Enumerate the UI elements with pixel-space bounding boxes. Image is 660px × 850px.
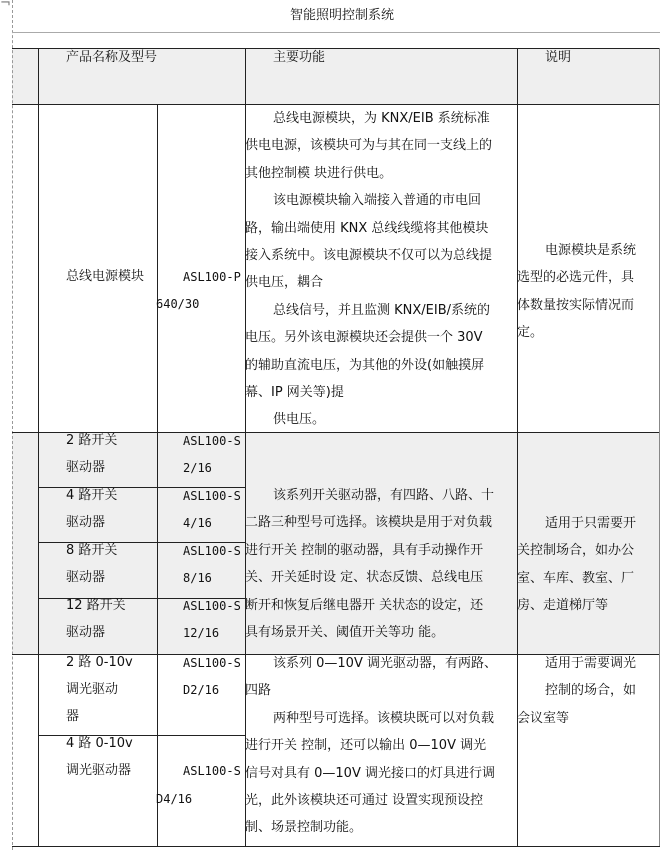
switch-item-4-model-a: ASL100-S: [183, 489, 241, 503]
dimmer-note-line: 适用于需要调光: [545, 656, 637, 671]
power-module-model-b: 640/30: [156, 297, 200, 311]
switch-item-8-model-a: ASL100-S: [183, 544, 241, 558]
dimmer-note-line: 控制的场合，如: [545, 683, 637, 699]
power-note-line: 定。: [517, 325, 544, 341]
switch-item-2-model-a: ASL100-S: [183, 434, 241, 448]
power-func-line: 其他控制模 块进行供电。: [245, 165, 393, 181]
dimmer-func-line: 两种型号可选择。该模块既可以对负载: [273, 710, 495, 726]
header-note: 说明: [545, 50, 572, 65]
dimmer-func-line: 该系列 0—10V 调光驱动器，有两路、: [273, 656, 497, 671]
switch-note-line: 适用于只需要开: [545, 516, 637, 531]
power-func-line: 总线信号，并且监测 KNX/EIB/系统的: [273, 302, 491, 318]
dimmer-func-line: 信号对具有 0—10V 调光接口的灯具进行调: [245, 765, 495, 781]
switch-func-line: 具有场景开关、阈值开关等功 能。: [245, 625, 445, 641]
power-func-line: 电压。另外该电源模块还会提供一个 30V: [245, 330, 483, 346]
dimmer-item-4-model-a: ASL100-S: [183, 764, 241, 778]
switch-item-12-model-b: 12/16: [183, 626, 220, 640]
rule-table-bottom: [12, 846, 660, 847]
left-guide: [12, 0, 13, 850]
switch-item-8-name-b: 驱动器: [66, 570, 106, 585]
title-underline: [12, 32, 660, 33]
switch-item-4-name-b: 驱动器: [66, 515, 106, 530]
dimmer-item-2-name-b: 调光驱动: [66, 682, 119, 697]
switch-item-2-name-b: 驱动器: [66, 460, 106, 475]
switch-item-12-name-a: 12 路开关: [66, 598, 126, 613]
dimmer-item-4-model-b: D4/16: [156, 792, 193, 806]
table-title: 智能照明控制系统: [290, 8, 395, 23]
switch-func-line: 关、开关延时设 定、状态反馈、总线电压: [245, 570, 484, 586]
switch-group-note: [517, 510, 659, 620]
power-func-line: 总线电源模块，为 KNX/EIB 系统标准: [273, 111, 490, 126]
switch-func-line: 进行开关 控制的驱动器，具有手动操作开: [245, 542, 484, 558]
dimmer-note-line: 会议室等: [517, 710, 570, 726]
switch-item-12-model-a: ASL100-S: [183, 599, 241, 613]
switch-item-8-name-a: 8 路开关: [66, 543, 118, 558]
switch-item-2-model-b: 2/16: [183, 461, 212, 475]
switch-func-line: 断开和恢复后继电器开 关状态的设定，还: [245, 597, 484, 613]
switch-func-line: 二路三种型号可选择。该模块是用于对负载: [245, 515, 493, 531]
power-note-line: 电源模块是系统: [545, 243, 637, 258]
power-func-line: 该电源模块输入端接入普通的市电回: [273, 193, 482, 209]
switch-func-line: 该系列开关驱动器，有四路、八路、十: [273, 488, 495, 503]
power-func-line: 供电压，耦合: [245, 275, 324, 291]
header-product: 产品名称及型号: [66, 50, 158, 65]
dimmer-item-2-name-c: 器: [66, 709, 80, 724]
dimmer-func-line: 进行开关 控制，还可以输出 0—10V 调光: [245, 738, 487, 754]
switch-item-4-model-b: 4/16: [183, 516, 212, 530]
power-func-line: 的辅助直流电压，为其他的外设(如触摸屏: [245, 357, 485, 373]
power-func-line: 路，输出端使用 KNX 总线线缆将其他模块: [245, 220, 489, 236]
switch-note-line: 房、走道梯厅等: [517, 598, 609, 614]
dimmer-item-2-model-b: D2/16: [183, 683, 220, 697]
power-func-line: 幕、IP 网关等)提: [245, 385, 344, 401]
switch-item-12-name-b: 驱动器: [66, 625, 106, 640]
dimmer-group-function: [245, 650, 517, 842]
switch-note-line: 关控制场合，如办公: [517, 543, 635, 559]
dimmer-group-note: [517, 650, 659, 732]
dimmer-func-line: 制、场景控制功能。: [245, 820, 363, 836]
dimmer-item-4-name-b: 调光驱动器: [66, 763, 132, 778]
switch-group-function: [245, 482, 517, 646]
switch-item-4-name-a: 4 路开关: [66, 488, 118, 503]
power-module-note: [517, 237, 659, 347]
header-function: 主要功能: [273, 50, 326, 65]
dimmer-item-2-name-a: 2 路 0-10v: [66, 655, 133, 670]
power-module-name: 总线电源模块: [66, 269, 145, 284]
rule-col-left: [38, 48, 39, 846]
corner-mark: ¬: [0, 0, 11, 11]
rule-header-top: [12, 48, 660, 49]
power-func-line: 供电压。: [273, 412, 326, 428]
power-func-line: 供电电源，该模块可为与其在同一支线上的: [245, 138, 493, 154]
rule-col-model: [157, 104, 158, 846]
dimmer-func-line: 光，此外该模块还可通过 设置实现预设控: [245, 793, 484, 809]
switch-item-2-name-a: 2 路开关: [66, 433, 118, 448]
power-note-line: 选型的必选元件，具: [517, 270, 635, 286]
power-note-line: 体数量按实际情况而: [517, 297, 635, 313]
power-func-line: 接入系统中。该电源模块不仅可以为总线提: [245, 248, 493, 264]
dimmer-item-4-name-a: 4 路 0-10v: [66, 736, 133, 751]
dimmer-func-line: 四路: [245, 683, 272, 699]
power-module-function: [245, 105, 517, 434]
dimmer-item-2-model-a: ASL100-S: [183, 656, 241, 670]
power-module-model-a: ASL100-P: [183, 270, 241, 284]
switch-item-8-model-b: 8/16: [183, 571, 212, 585]
switch-note-line: 室、车库、教室、厂: [517, 570, 635, 586]
